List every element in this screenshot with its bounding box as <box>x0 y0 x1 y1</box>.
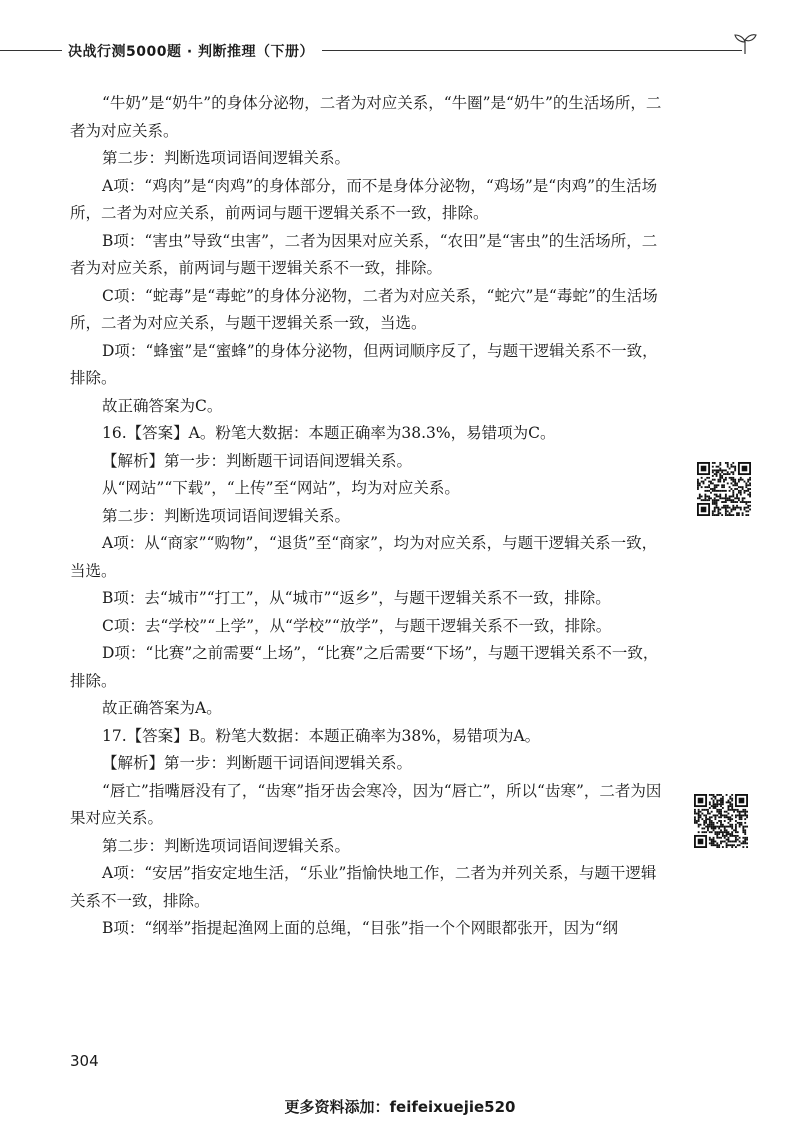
page-number: 304 <box>70 1052 99 1070</box>
running-header <box>0 38 800 62</box>
paragraph: A项：“鸡肉”是“肉鸡”的身体部分，而不是身体分泌物，“鸡场”是“肉鸡”的生活场所，二者为对应关系，前两词与题干逻辑关系不一致，排除。 <box>70 176 658 222</box>
paragraph: A项：从“商家”“购物”，“退货”至“商家”，均为对应关系，与题干逻辑关系一致，当选。 <box>70 534 658 580</box>
paragraph: 【解析】第一步：判断题干词语间逻辑关系。 <box>102 451 413 470</box>
paragraph: 从“网站”“下载”，“上传”至“网站”，均为对应关系。 <box>102 479 460 497</box>
header-rule-right <box>322 50 742 51</box>
header-rule-left <box>0 50 62 51</box>
paragraph: “牛奶”是“奶牛”的身体分泌物，二者为对应关系，“牛圈”是“奶牛”的生活场所，二者为对应关系。 <box>70 94 662 140</box>
qr-code-q17[interactable] <box>694 794 748 848</box>
paragraph: 17.【答案】B。粉笔大数据：本题正确率为38%，易错项为A。 <box>102 726 541 745</box>
paragraph: C项：“蛇毒”是“毒蛇”的身体分泌物，二者为对应关系，“蛇穴”是“毒蛇”的生活场所，二者为对应关系，与题干逻辑关系一致，当选。 <box>70 286 658 332</box>
header-title: 决战行测5000题 · 判断推理（下册） <box>68 44 315 60</box>
paragraph: 第二步：判断选项词语间逻辑关系。 <box>102 836 351 855</box>
paragraph: 第二步：判断选项词语间逻辑关系。 <box>102 506 351 525</box>
paragraph: B项：“纲举”指提起渔网上面的总绳，“目张”指一个个网眼都张开，因为“纲 <box>102 919 619 937</box>
paragraph: B项：“害虫”导致“虫害”，二者为因果对应关系，“农田”是“害虫”的生活场所，二者为对应关系，前两词与题干逻辑关系不一致，排除。 <box>70 231 658 277</box>
paragraph: D项：“蜂蜜”是“蜜蜂”的身体分泌物，但两词顺序反了，与题干逻辑关系不一致，排除。 <box>70 341 658 387</box>
page-body <box>70 90 670 943</box>
qr-code-q16[interactable] <box>697 462 751 516</box>
paragraph: 【解析】第一步：判断题干词语间逻辑关系。 <box>102 754 413 772</box>
paragraph: D项：“比赛”之前需要“上场”，“比赛”之后需要“下场”，与题干逻辑关系不一致，排除。 <box>70 644 659 690</box>
sprout-icon <box>732 30 758 56</box>
paragraph: A项：“安居”指安定地生活，“乐业”指愉快地工作，二者为并列关系，与题干逻辑关系不一致，排除。 <box>70 864 657 910</box>
paragraph: C项：去“学校”“上学”，从“学校”“放学”，与题干逻辑关系不一致，排除。 <box>102 616 612 635</box>
paragraph: 第二步：判断选项词语间逻辑关系。 <box>102 149 351 167</box>
paragraph: 故正确答案为A。 <box>102 699 222 717</box>
paragraph: 16.【答案】A。粉笔大数据：本题正确率为38.3%，易错项为C。 <box>102 424 556 442</box>
footer-note: 更多资料添加：feifeixuejie520 <box>284 1098 516 1116</box>
paragraph: “唇亡”指嘴唇没有了，“齿寒”指牙齿会寒冷，因为“唇亡”，所以“齿寒”，二者为因果对应关系。 <box>70 781 662 827</box>
paragraph: B项：去“城市”“打工”，从“城市”“返乡”，与题干逻辑关系不一致，排除。 <box>102 589 611 607</box>
paragraph: 故正确答案为C。 <box>102 396 223 415</box>
